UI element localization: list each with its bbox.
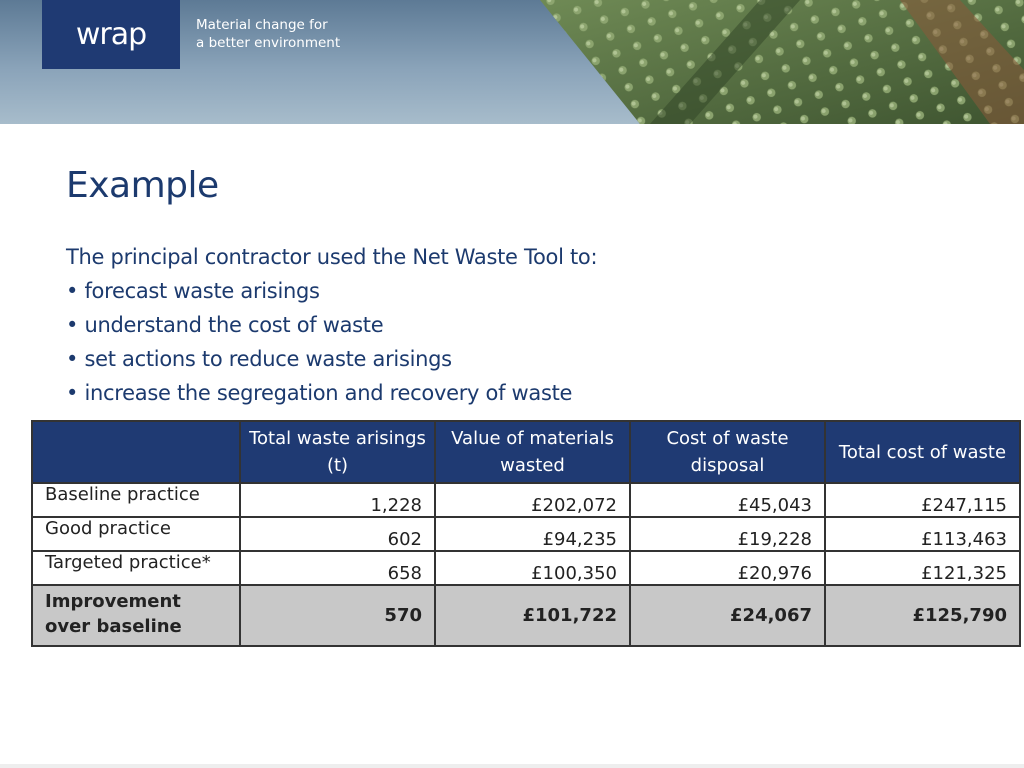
header-disposal-cost: Cost of waste disposal <box>630 421 825 483</box>
header-banner <box>0 0 1024 124</box>
bullet-item: • forecast waste arisings <box>66 279 320 303</box>
total-cost-cell: £125,790 <box>825 585 1020 646</box>
disposal-cost-cell: £19,228 <box>630 517 825 551</box>
improvement-row <box>32 585 1020 646</box>
total-waste-cell: 570 <box>240 585 435 646</box>
slide-title: Example <box>66 165 219 206</box>
value-wasted-cell: £101,722 <box>435 585 630 646</box>
tagline-line-2: a better environment <box>196 35 341 51</box>
bullet-item: • understand the cost of waste <box>66 313 384 337</box>
value-wasted-cell: £94,235 <box>435 517 630 551</box>
row-label: Good practice <box>32 517 240 551</box>
total-cost-cell: £247,115 <box>825 483 1020 517</box>
header-cell-blank <box>32 421 240 483</box>
disposal-cost-cell: £24,067 <box>630 585 825 646</box>
table-row <box>32 551 1020 585</box>
table-row <box>32 517 1020 551</box>
waste-cost-table <box>31 420 1021 647</box>
total-waste-cell: 658 <box>240 551 435 585</box>
total-waste-cell: 1,228 <box>240 483 435 517</box>
row-label: Baseline practice <box>32 483 240 517</box>
disposal-cost-cell: £20,976 <box>630 551 825 585</box>
header-total-cost: Total cost of waste <box>825 421 1020 483</box>
tagline-line-1: Material change for <box>196 17 328 33</box>
disposal-cost-cell: £45,043 <box>630 483 825 517</box>
row-label: Improvement over baseline <box>32 585 240 646</box>
value-wasted-cell: £202,072 <box>435 483 630 517</box>
table-header-row <box>32 421 1020 483</box>
total-cost-cell: £121,325 <box>825 551 1020 585</box>
tagline <box>196 16 340 52</box>
wrap-logo-text: wrap <box>75 17 147 52</box>
wrap-logo[interactable] <box>42 0 180 69</box>
header-total-waste: Total waste arisings (t) <box>240 421 435 483</box>
bullet-item: • set actions to reduce waste arisings <box>66 347 452 371</box>
bullet-item: • increase the segregation and recovery of waste <box>66 381 573 405</box>
total-waste-cell: 602 <box>240 517 435 551</box>
intro-text <box>66 240 597 410</box>
header-value-wasted: Value of materials wasted <box>435 421 630 483</box>
intro-lead: The principal contractor used the Net Waste Tool to: <box>66 245 598 269</box>
total-cost-cell: £113,463 <box>825 517 1020 551</box>
bottom-divider <box>0 764 1024 768</box>
table-row <box>32 483 1020 517</box>
value-wasted-cell: £100,350 <box>435 551 630 585</box>
row-label: Targeted practice* <box>32 551 240 585</box>
